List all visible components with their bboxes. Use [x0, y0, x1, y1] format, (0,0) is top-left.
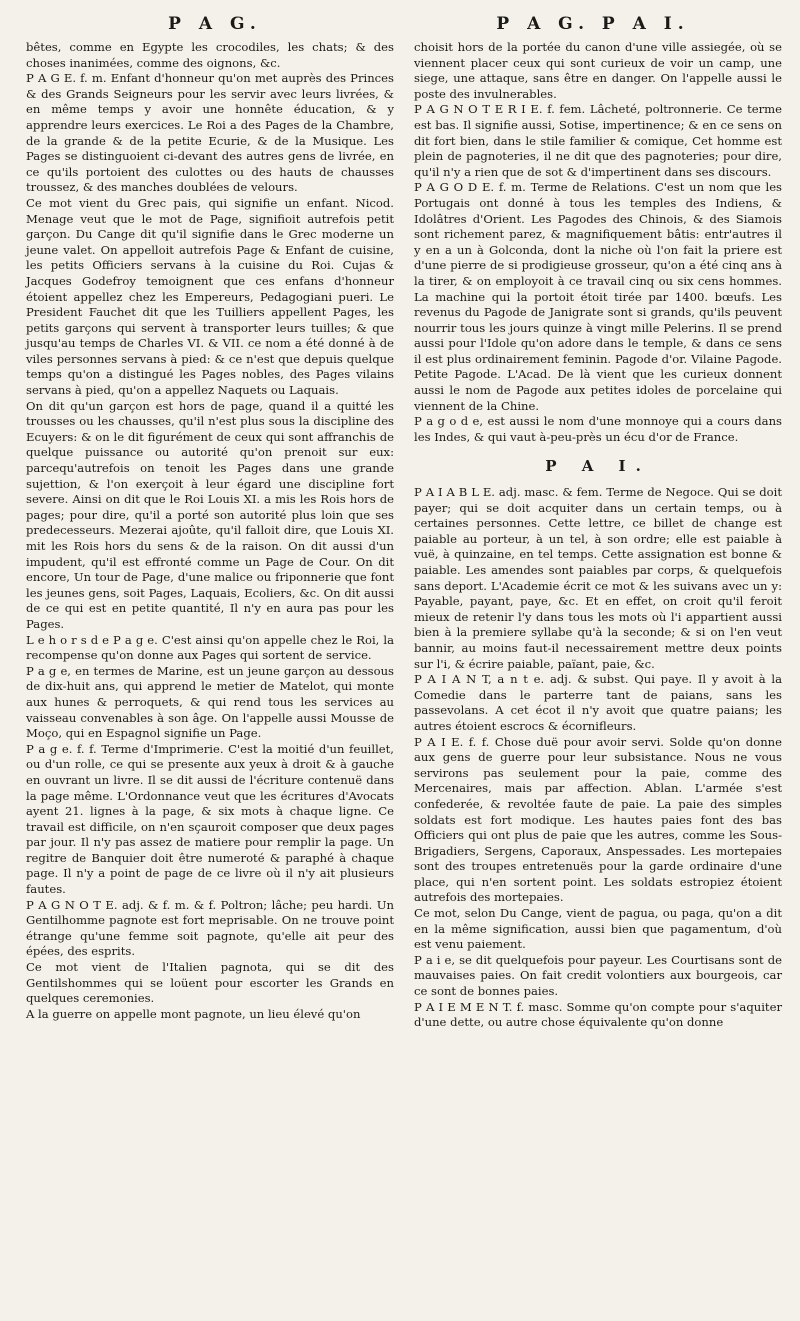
right-column-bottom [414, 485, 782, 1031]
right-column [414, 40, 782, 1031]
entry-paragraph: P a i e, se dit quelquefois pour payeur. Les Courtisans sont de mauvaises paies. On fait credit volontiers aux bourgeois, car ce sont de bonnes paies. [414, 952, 782, 999]
entry-paragraph: P A G O D E. f. m. Terme de Relations. C'est un nom que les Portugais ont donné à tous les temples des Indiens, & Idolâtres d'Orient. Les Pagodes des Chinois, & des Siamois sont richement parez, & magnifiquement bâtis: entr'autres il y en a un à Golconda, dont la niche où l'on fait la priere est d'une pierre de si prodigieuse grosseur, qu'on a été cinq ans à la tirer, & on employoit à ce travail cinq ou six cens hommes. La machine qui la portoit étoit tirée par 1400. bœufs. Les revenus du Pagode de Janigrate sont si grands, qu'ils peuvent nourrir tous les jours quinze à vingt mille Pelerins. Il se prend aussi pour l'Idole qu'on adore dans le temple, & dans ce sens il est plus ordinairement feminin. Pagode d'or. Vilaine Pagode. Petite Pagode. L'Acad. De là vient que les curieux donnent aussi le nom de Pagode aux petites idoles de porcelaine qui viennent de la Chine. [414, 180, 782, 413]
entry-paragraph: P A G E. f. m. Enfant d'honneur qu'on met auprès des Princes & des Grands Seigneurs pour les servir avec leurs livrées, & en même temps y avoir une honnête éducation, & y apprendre leurs exercices. Le Roi a des Pages de la Chambre, de la grande & de la petite Ecurie, & de la Musique. Les Pages se distinguoient ci-devant des autres gens de livrée, en ce qu'ils portoient des culottes ou des hauts de chausses troussez, & des manches doublées de velours. [26, 71, 394, 195]
entry-paragraph: Ce mot vient de l'Italien pagnota, qui se dit des Gentilshommes qui se loüent pour escorter les Grands en quelques ceremonies. [26, 960, 394, 1006]
entry-paragraph: P A I E. f. f. Chose duë pour avoir servi. Solde qu'on donne aux gens de guerre pour leur subsistance. Nous ne vous servirons pas seulement pour la paie, comme des Mercenaires, mais par affection. Ablan. L'armée s'est confederée, & revoltée faute de paie. La paie des simples soldats est fort modique. Les hautes paies font des bas Officiers qui ont plus de paie que les autres, comme les Sous-Brigadiers, Sergens, Caporaux, Anspessades. Les mortepaies sont des troupes entretenuës pour la garde ordinaire d'une place, qui n'en sortent point. Les soldats estropiez étoient autrefois des mortepaies. [414, 734, 782, 905]
entry-paragraph: P A G N O T E R I E. f. fem. Lâcheté, poltronnerie. Ce terme est bas. Il signifie aussi, Sotise, impertinence; & en ce sens on dit fort bien, dans le stile familier & comique, Cet homme est plein de pagnoteries, il ne dit que des pagnoteries; pour dire, qu'il n'y a rien que de sot & d'impertinent dans ses discours. [414, 102, 782, 179]
text-columns [26, 40, 782, 1031]
entry-paragraph: A la guerre on appelle mont pagnote, un lieu élevé qu'on [26, 1006, 361, 1021]
section-heading: P A I. [545, 457, 651, 476]
running-headers [26, 14, 782, 40]
entry-paragraph: P A I A N T, a n t e. adj. & subst. Qui paye. Il y avoit à la Comedie dans le parterre tant de paians, sans les passevolans. A cet écot il n'y avoit que quatre paians; les autres étoient escrocs & écornifleurs. [414, 672, 782, 733]
left-column [26, 40, 394, 1031]
entry-paragraph: bêtes, comme en Egypte les crocodiles, les chats; & des choses inanimées, comme des oignons, &c. [26, 40, 394, 70]
entry-paragraph: L e h o r s d e P a g e. C'est ainsi qu'on appelle chez le Roi, la recompense qu'on donne aux Pages qui sortent de service. [26, 632, 394, 663]
entry-paragraph: P A I A B L E. adj. masc. & fem. Terme de Negoce. Qui se doit payer; qui se doit acquiter dans un certain temps, ou à certaines personnes. Cette lettre, ce billet de change est paiable au porteur, à un tel, à son ordre; elle est paiable à vuë, à quinzaine, en tel temps. Cette assignation est bonne & paiable. Les amendes sont paiables par corps, & quelquefois sans deport. L'Academie écrit ce mot & les suivans avec un y: Payable, payant, paye, &c. Et en effet, on croit qu'il feroit mieux de retenir l'y dans tous les mots où l'i appartient aussi bien à la premiere syllabe qu'à la seconde; & si on l'en veut bannir, au moins faut-il necessairement mettre deux points sur l'i, & écrire paiable, païant, paie, &c. [414, 485, 782, 671]
entry-paragraph: Ce mot, selon Du Cange, vient de pagua, ou paga, qu'on a dit en la même signification, aussi bien que pagamentum, d'où est venu paiement. [414, 906, 782, 952]
entry-paragraph: P a g e, en termes de Marine, est un jeune garçon au dessous de dix-huit ans, qui apprend le metier de Matelot, qui monte aux hunes & perroquets, & qui rend tous les services au vaisseau convenables à son âge. On l'appelle aussi Mousse de Moço, qui en Espagnol signifie un Page. [26, 663, 394, 741]
entry-paragraph: choisit hors de la portée du canon d'une ville assiegée, où se viennent placer ceux qui sont curieux de voir un camp, une siege, une attaque, sans être en danger. On l'appelle aussi le poste des invulnerables. [414, 40, 782, 101]
entry-paragraph: P a g e. f. f. Terme d'Imprimerie. C'est la moitié d'un feuillet, ou d'un rolle, ce qui se presente aux yeux à droit & à gauche en ouvrant un livre. Il se dit aussi de l'écriture contenuë dans la page même. L'Ordonnance veut que les écritures d'Avocats ayent 21. lignes à la page, & six mots à chaque ligne. Ce travail est difficile, on n'en sçauroit composer que deux pages par jour. Il n'y pas assez de matiere pour remplir la page. Un regitre de Banquier doit être numeroté & paraphé à chaque page. Il n'y a point de page de ce livre où il n'y ait plusieurs fautes. [26, 741, 394, 897]
left-running-header: P A G. [168, 14, 262, 34]
entry-paragraph: Ce mot vient du Grec pais, qui signifie un enfant. Nicod. Menage veut que le mot de Page, signifioit autrefois petit garçon. Du Cange dit qu'il signifie dans le Grec moderne un jeune valet. On appelloit autrefois Page & Enfant de cuisine, les petits Officiers servans à la cuisine du Roi. Cujas & Jacques Godefroy temoignent que ces enfans d'honneur étoient appellez chez les Empereurs, Pedagogiani pueri. Le President Fauchet dit que les Tuilliers appellent Pages, les petits garçons qui servent à transporter leurs tuilles; & que jusqu'au temps de Charles VI. & VII. ce nom a été donné à de viles personnes servans à pied: & ce n'est que depuis quelque temps qu'on a distingué les Pages nobles, des Pages vilains servans à pied, qu'on a appellez Naquets ou Laquais. [26, 195, 394, 398]
right-running-header: P A G. P A I. [496, 14, 690, 34]
right-column-top [414, 40, 782, 445]
entry-paragraph: P a g o d e, est aussi le nom d'une monnoye qui a cours dans les Indes, & qui vaut à-peu-près un écu d'or de France. [414, 414, 782, 444]
entry-paragraph: P A I E M E N T. f. masc. Somme qu'on compte pour s'aquiter d'une dette, ou autre chose équivalente qu'on donne [414, 999, 782, 1030]
entry-paragraph: P A G N O T E. adj. & f. m. & f. Poltron; lâche; peu hardi. Un Gentilhomme pagnote est fort meprisable. On ne trouve point étrange qu'une femme soit pagnote, qu'elle ait peur des épées, des esprits. [26, 897, 394, 959]
entry-paragraph: On dit qu'un garçon est hors de page, quand il a quitté les trousses ou les chausses, qu'il n'est plus sous la discipline des Ecuyers: & on le dit figurément de ceux qui sont affranchis de quelque puissance ou autorité qu'on prenoit sur eux: parcequ'autrefois on tenoit les Pages dans une grande sujettion, & l'on exerçoit à leur égard une discipline fort severe. Ainsi on dit que le Roi Louis XI. a mis les Rois hors de pages; pour dire, qu'il a porté son autorité plus loin que ses predecesseurs. Mezerai ajoûte, qu'il falloit dire, que Louis XI. mit les Rois hors du sens & de la raison. On dit aussi d'un impudent, qu'il est effronté comme un Page de Cour. On dit encore, Un tour de Page, d'une malice ou friponnerie que font les jeunes gens, soit Pages, Laquais, Ecoliers, &c. On dit aussi de ce qui est en petite quantité, Il n'y en aura pas pour les Pages. [26, 398, 394, 631]
